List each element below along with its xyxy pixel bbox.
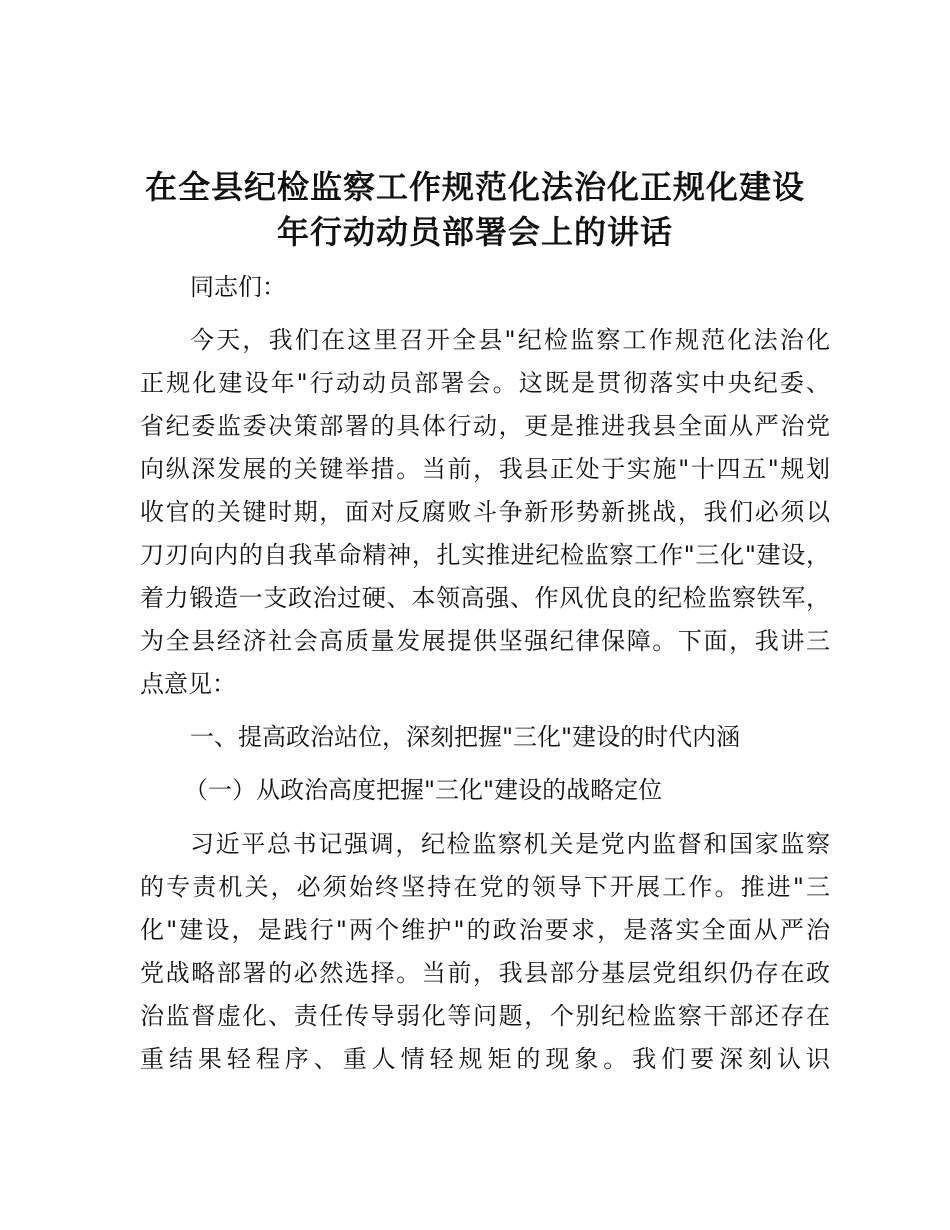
paragraph-line: 刀刃向内的自我革命精神，扎实推进纪检监察工作"三化"建设， [140, 541, 830, 569]
paragraph-line: 正规化建设年"行动动员部署会。这既是贯彻落实中央纪委、 [140, 369, 830, 397]
paragraph-line: 为全县经济社会高质量发展提供坚强纪律保障。下面，我讲三 [140, 627, 830, 655]
subsection-heading: （一）从政治高度把握"三化"建设的战略定位 [184, 776, 663, 804]
paragraph-line: 向纵深发展的关键举措。当前，我县正处于实施"十四五"规划 [140, 455, 830, 483]
paragraph-line: 化"建设，是践行"两个维护"的政治要求，是落实全面从严治 [140, 916, 830, 944]
salutation: 同志们： [190, 273, 286, 301]
paragraph-line: 着力锻造一支政治过硬、本领高强、作风优良的纪检监察铁军， [140, 584, 830, 612]
paragraph-line: 省纪委监委决策部署的具体行动，更是推进我县全面从严治党 [140, 412, 830, 440]
section-heading: 一、提高政治站位，深刻把握"三化"建设的时代内涵 [190, 723, 741, 751]
paragraph-line: 点意见： [140, 670, 236, 698]
paragraph-line: 党战略部署的必然选择。当前，我县部分基层党组织仍存在政 [140, 959, 830, 987]
paragraph-line: 的专责机关，必须始终坚持在党的领导下开展工作。推进"三 [140, 873, 830, 901]
title-line-1: 在全县纪检监察工作规范化法治化正规化建设 [144, 168, 805, 206]
paragraph-line: 治监督虚化、责任传导弱化等问题，个别纪检监察干部还存在 [140, 1002, 830, 1030]
title-line-2: 年行动动员部署会上的讲话 [276, 213, 673, 251]
paragraph-line: 今天，我们在这里召开全县"纪检监察工作规范化法治化 [190, 326, 830, 354]
paragraph-line: 习近平总书记强调，纪检监察机关是党内监督和国家监察 [190, 830, 830, 858]
paragraph-line: 重结果轻程序、重人情轻规矩的现象。我们要深刻认识 [140, 1045, 830, 1073]
paragraph-line: 收官的关键时期，面对反腐败斗争新形势新挑战，我们必须以 [140, 498, 830, 526]
